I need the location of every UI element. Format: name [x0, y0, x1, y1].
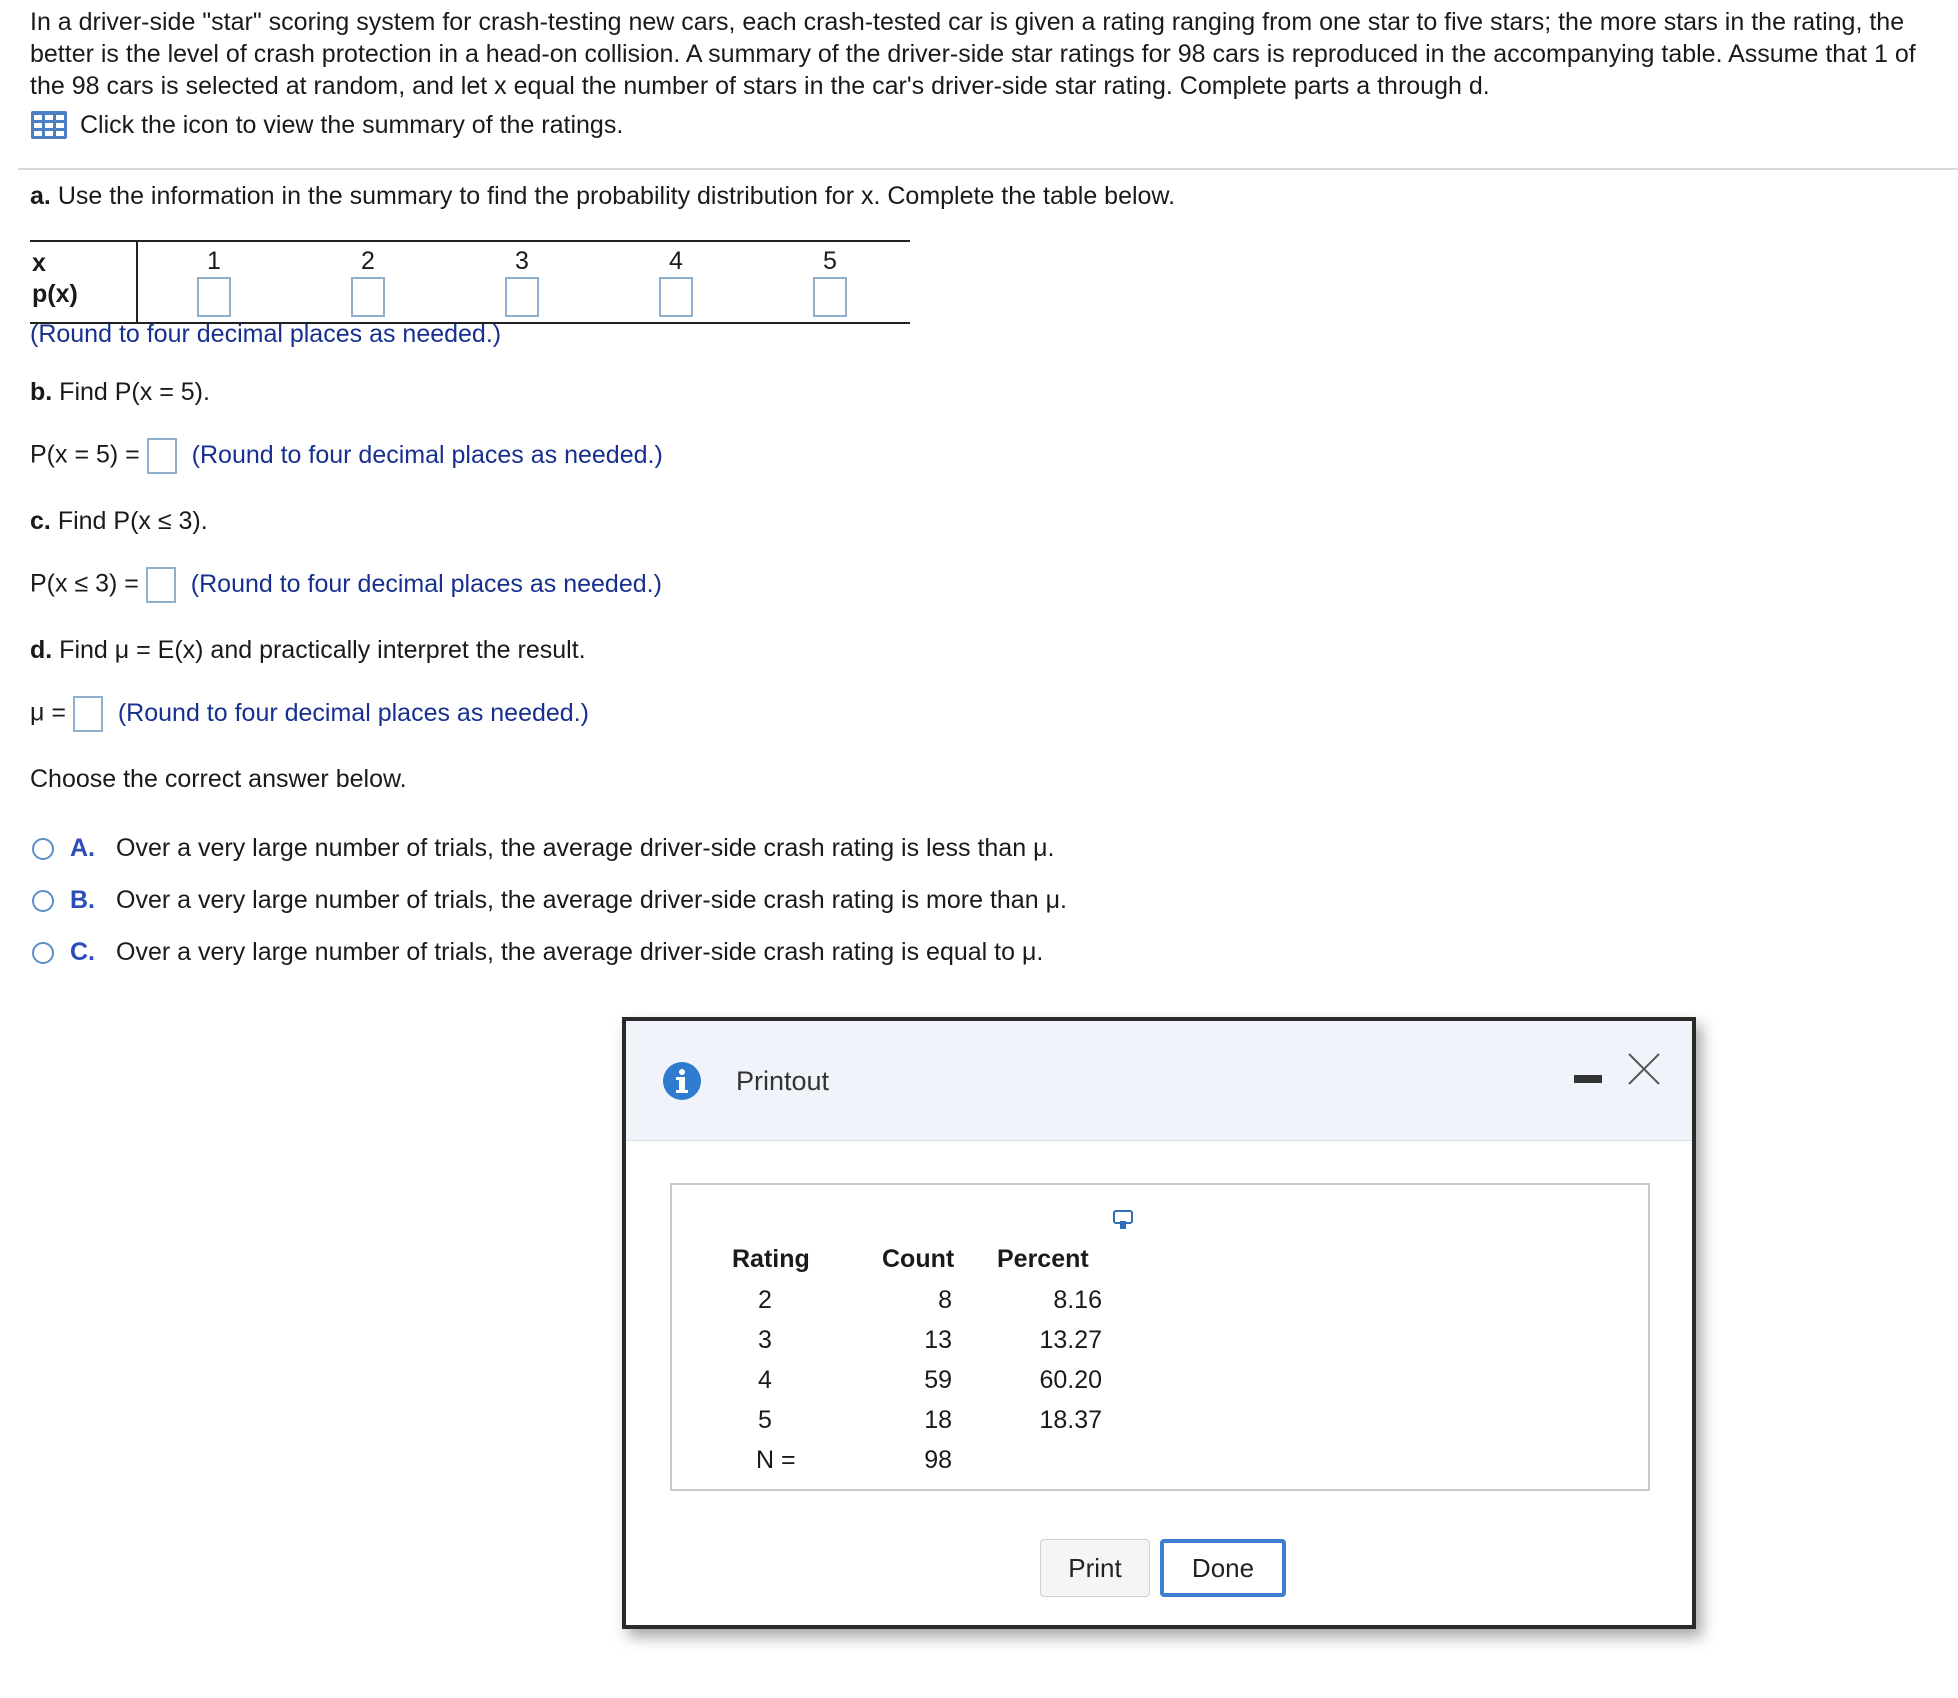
part-d-answer-row [30, 696, 589, 732]
done-button[interactable]: Done [1160, 1539, 1286, 1597]
column-header: 4 [669, 247, 683, 275]
percent-cell: 60.20 [1039, 1366, 1102, 1394]
part-a-hint: (Round to four decimal places as needed.) [30, 320, 502, 348]
option-letter: C. [70, 938, 95, 966]
part-d-label: d. [30, 636, 53, 664]
column-header: 1 [207, 247, 221, 275]
header-count: Count [882, 1245, 955, 1273]
percent-cell: 8.16 [1053, 1286, 1102, 1314]
column-header: 2 [361, 247, 375, 275]
copy-icon[interactable] [1112, 1209, 1136, 1231]
option-text[interactable]: Over a very large number of trials, the average driver-side crash rating is more than μ. [116, 886, 1067, 914]
row-label-px: p(x) [32, 280, 78, 308]
part-d-hint: (Round to four decimal places as needed.) [117, 698, 589, 727]
part-b-answer-row [30, 438, 663, 474]
rating-cell: 4 [758, 1366, 772, 1394]
printout-dialog [622, 1017, 1696, 1629]
row-label-x: x [32, 249, 46, 277]
dialog-header [626, 1021, 1692, 1141]
part-c-answer-input[interactable] [146, 567, 176, 603]
part-c-answer-label: P(x ≤ 3) = [30, 569, 139, 598]
option-c[interactable] [32, 938, 1043, 967]
option-letter: B. [70, 886, 95, 914]
ratings-summary-link-text[interactable]: Click the icon to view the summary of the ratings. [80, 110, 624, 139]
part-d-prompt [30, 636, 586, 665]
count-cell: 59 [924, 1366, 952, 1394]
problem-statement: In a driver-side "star" scoring system for crash-testing new cars, each crash-tested car is given a rating ranging from one star to five stars; the more stars in the rating, the better is the level of crash protection in a head-on collision. A summary of the driver-side star ratings for 98 cars is reproduced in the accompanying table. Assume that 1 of the 98 cars is selected at random, and let x equal the number of stars in the car's driver-side star rating. Complete parts a through d. [30, 8, 1916, 100]
table-divider [136, 242, 138, 322]
part-d-answer-label: μ = [30, 698, 66, 727]
part-b-answer-input[interactable] [147, 438, 177, 474]
px-input-3[interactable] [505, 277, 539, 317]
part-b-text: Find P(x = 5). [59, 378, 210, 406]
percent-cell: 18.37 [1039, 1406, 1102, 1434]
px-input-4[interactable] [659, 277, 693, 317]
count-cell: 13 [924, 1326, 952, 1354]
dialog-title: Printout [736, 1066, 830, 1096]
info-icon [662, 1061, 702, 1101]
close-icon[interactable] [1626, 1051, 1662, 1087]
ratings-summary-link[interactable] [30, 110, 623, 140]
table-grid-icon[interactable] [30, 110, 68, 140]
rating-cell: 5 [758, 1406, 772, 1434]
option-text[interactable]: Over a very large number of trials, the average driver-side crash rating is equal to μ. [116, 938, 1044, 966]
count-cell: 18 [924, 1406, 952, 1434]
px-input-2[interactable] [351, 277, 385, 317]
radio-button[interactable] [32, 942, 54, 964]
probability-distribution-table [30, 240, 910, 324]
part-b-answer-label: P(x = 5) = [30, 440, 140, 469]
part-c-prompt [30, 507, 208, 536]
part-c-label: c. [30, 507, 51, 535]
ratings-summary-table [670, 1183, 1650, 1491]
total-label: N = [756, 1446, 796, 1474]
part-c-answer-row [30, 567, 662, 603]
part-a-label: a. [30, 182, 51, 210]
radio-button[interactable] [32, 838, 54, 860]
section-divider [18, 168, 1958, 170]
px-input-5[interactable] [813, 277, 847, 317]
percent-cell: 13.27 [1039, 1326, 1102, 1354]
part-d-answer-input[interactable] [73, 696, 103, 732]
header-rating: Rating [732, 1245, 810, 1273]
option-letter: A. [70, 834, 95, 862]
option-a[interactable] [32, 834, 1054, 863]
choose-instruction: Choose the correct answer below. [30, 765, 407, 793]
rating-cell: 3 [758, 1326, 772, 1354]
part-a-prompt [30, 182, 1175, 211]
minimize-icon[interactable] [1574, 1073, 1602, 1085]
part-c-hint: (Round to four decimal places as needed.) [190, 569, 662, 598]
option-text[interactable]: Over a very large number of trials, the average driver-side crash rating is less than μ. [116, 834, 1055, 862]
part-a-text: Use the information in the summary to find the probability distribution for x. Complete the table below. [57, 182, 1176, 210]
part-b-hint: (Round to four decimal places as needed.) [191, 440, 663, 469]
column-header: 3 [515, 247, 529, 275]
count-cell: 8 [938, 1286, 952, 1314]
column-header: 5 [823, 247, 837, 275]
rating-cell: 2 [758, 1286, 772, 1314]
part-c-text: Find P(x ≤ 3). [57, 507, 208, 535]
part-d-text: Find μ = E(x) and practically interpret the result. [59, 636, 586, 664]
part-b-label: b. [30, 378, 53, 406]
option-b[interactable] [32, 886, 1067, 915]
total-count: 98 [924, 1446, 952, 1474]
print-button[interactable]: Print [1040, 1539, 1150, 1597]
px-input-1[interactable] [197, 277, 231, 317]
radio-button[interactable] [32, 890, 54, 912]
part-b-prompt [30, 378, 210, 407]
header-percent: Percent [997, 1245, 1089, 1273]
